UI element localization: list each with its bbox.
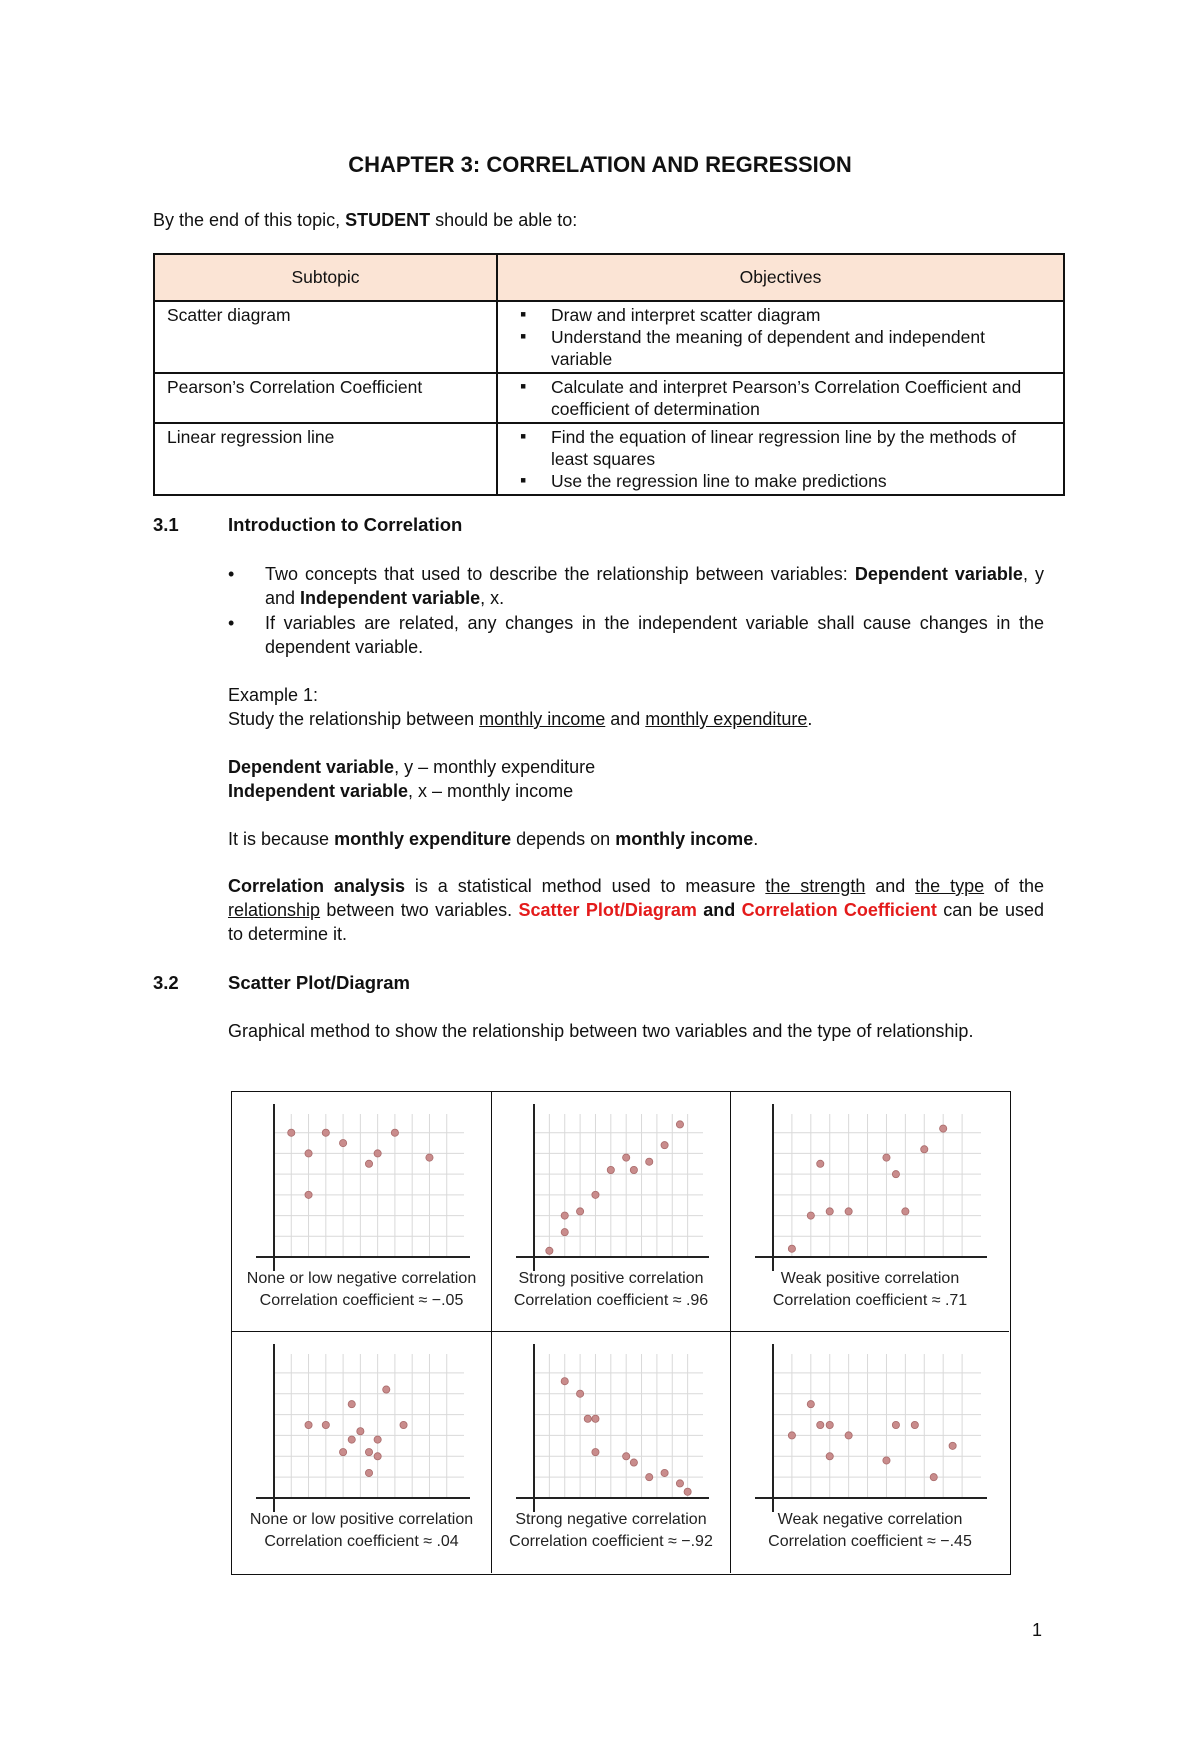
table-header-subtopic: Subtopic [154, 254, 497, 301]
table-cell-subtopic: Linear regression line [154, 423, 497, 495]
scatter-point [676, 1121, 683, 1128]
scatter-point [546, 1247, 553, 1254]
scatter-point [305, 1150, 312, 1157]
scatter-point [949, 1442, 956, 1449]
page-title: CHAPTER 3: CORRELATION AND REGRESSION [348, 152, 852, 177]
bullet-icon: • [228, 613, 235, 633]
scatter-point [646, 1474, 653, 1481]
caption-coefficient: Correlation coefficient ≈ .96 [513, 1292, 709, 1309]
scatter-point [646, 1158, 653, 1165]
dependent-variable-line: Dependent variable, y – monthly expenditure [228, 757, 596, 777]
scatter-point [365, 1160, 372, 1167]
scatter-point [845, 1432, 852, 1439]
scatter-point [845, 1208, 852, 1215]
caption-coefficient: Correlation coefficient ≈ .04 [264, 1533, 459, 1550]
caption-coefficient: Correlation coefficient ≈ −.45 [768, 1533, 972, 1550]
objectives-table [153, 253, 1065, 496]
scatter-point [339, 1449, 346, 1456]
caption-coefficient: Correlation coefficient ≈ .71 [772, 1292, 968, 1309]
scatter-point [348, 1401, 355, 1408]
table-cell-subtopic: Scatter diagram [154, 301, 497, 373]
correlation-analysis-paragraph: Correlation analysis is a statistical method used to measure the strength and the type of the relationship between two variables. Scatter Plot/Diagram and Correlation Coefficient can be used to determine it. [228, 876, 1044, 944]
scatter-point [788, 1432, 795, 1439]
caption-type: Weak negative correlation [777, 1511, 963, 1528]
bullet-related-variables: • If variables are related, any changes in the independent variable shall cause changes in the dependent variable. [228, 613, 1044, 657]
independent-variable-line: Independent variable, x – monthly income [228, 781, 574, 801]
scatter-point [630, 1166, 637, 1173]
scatter-point [607, 1166, 614, 1173]
scatter-point [892, 1421, 899, 1428]
scatter-point [576, 1208, 583, 1215]
table-row [154, 373, 1064, 423]
scatter-point [426, 1154, 433, 1161]
table-cell-subtopic: Pearson’s Correlation Coefficient [154, 373, 497, 423]
scatter-point [391, 1129, 398, 1136]
scatter-panel [731, 1092, 1009, 1332]
scatter-point [817, 1160, 824, 1167]
scatter-point [322, 1421, 329, 1428]
scatter-point [592, 1415, 599, 1422]
table-header-row [154, 254, 1064, 301]
scatter-caption [731, 1268, 1009, 1312]
scatter-point [930, 1474, 937, 1481]
section-title-3-1: Introduction to Correlation [228, 514, 463, 535]
scatter-point [623, 1453, 630, 1460]
scatter-point [826, 1208, 833, 1215]
scatter-point [305, 1421, 312, 1428]
section-title-3-2: Scatter Plot/Diagram [228, 972, 410, 993]
objective-item: ▪ Find the equation of linear regression line by the methods of least squares [510, 426, 1051, 470]
scatter-point [365, 1449, 372, 1456]
scatter-point [374, 1436, 381, 1443]
scatter-panel [492, 1092, 731, 1332]
scatter-point [807, 1212, 814, 1219]
scatter-point [374, 1150, 381, 1157]
caption-type: None or low negative correlation [246, 1270, 477, 1287]
objective-item: ▪ Use the regression line to make predictions [510, 470, 1051, 492]
scatter-point [892, 1171, 899, 1178]
scatter-panel [492, 1332, 731, 1573]
table-row [154, 423, 1064, 495]
scatter-panel [232, 1332, 492, 1573]
scatter-point [561, 1229, 568, 1236]
scatter-point [383, 1386, 390, 1393]
table-cell-objectives [497, 373, 1064, 423]
page-number: 1 [1032, 1620, 1043, 1640]
caption-type: Strong positive correlation [518, 1270, 704, 1287]
scatter-caption [232, 1268, 491, 1312]
scatter-point [348, 1436, 355, 1443]
scatter-point [676, 1480, 683, 1487]
scatter-caption [731, 1509, 1009, 1553]
table-header-objectives: Objectives [497, 254, 1064, 301]
scatter-point [826, 1453, 833, 1460]
scatter-point [623, 1154, 630, 1161]
scatter-point [826, 1421, 833, 1428]
scatter-point [357, 1428, 364, 1435]
scatter-point [584, 1415, 591, 1422]
caption-coefficient: Correlation coefficient ≈ −.92 [509, 1533, 713, 1550]
caption-type: None or low positive correlation [249, 1511, 474, 1528]
scatter-point [807, 1401, 814, 1408]
scatter-point [921, 1146, 928, 1153]
scatter-caption [492, 1509, 730, 1553]
bullet-icon: • [228, 564, 235, 584]
scatter-point [661, 1469, 668, 1476]
scatter-point [374, 1453, 381, 1460]
scatter-point [365, 1469, 372, 1476]
scatter-point [940, 1125, 947, 1132]
scatter-point [561, 1378, 568, 1385]
scatter-panel [731, 1332, 1009, 1573]
section-number-3-2: 3.2 [153, 972, 179, 993]
scatter-point [322, 1129, 329, 1136]
scatter-panel [232, 1092, 492, 1332]
scatter-point [684, 1488, 691, 1495]
scatter-description: Graphical method to show the relationship between two variables and the type of relationship. [228, 1021, 974, 1041]
scatter-caption [232, 1509, 491, 1553]
scatter-point [630, 1459, 637, 1466]
scatter-point [911, 1421, 918, 1428]
bullet-dependent-independent: • Two concepts that used to describe the relationship between variables: Dependent variable, y and Independent variable, x. [228, 564, 1044, 608]
objective-item: ▪ Understand the meaning of dependent and independent variable [510, 326, 1051, 370]
scatter-point [561, 1212, 568, 1219]
scatter-point [400, 1421, 407, 1428]
caption-type: Weak positive correlation [780, 1270, 960, 1287]
example-text: Study the relationship between monthly income and monthly expenditure. [228, 709, 813, 729]
scatter-point [788, 1245, 795, 1252]
scatter-point [576, 1390, 583, 1397]
scatter-point [817, 1421, 824, 1428]
scatter-point [883, 1457, 890, 1464]
table-cell-objectives [497, 301, 1064, 373]
scatter-caption [492, 1268, 730, 1312]
scatter-plot-grid [231, 1091, 1011, 1575]
scatter-point [883, 1154, 890, 1161]
caption-type: Strong negative correlation [515, 1511, 707, 1528]
scatter-point [592, 1449, 599, 1456]
because-line: It is because monthly expenditure depends on monthly income. [228, 829, 759, 849]
objective-item: ▪ Calculate and interpret Pearson’s Correlation Coefficient and coefficient of determination [510, 376, 1051, 420]
scatter-point [339, 1139, 346, 1146]
intro-text: By the end of this topic, STUDENT should be able to: [153, 210, 578, 230]
scatter-point [288, 1129, 295, 1136]
example-label: Example 1: [228, 685, 319, 705]
table-row [154, 301, 1064, 373]
scatter-point [305, 1191, 312, 1198]
section-number-3-1: 3.1 [153, 514, 179, 535]
caption-coefficient: Correlation coefficient ≈ −.05 [259, 1292, 464, 1309]
objective-item: ▪ Draw and interpret scatter diagram [510, 304, 1051, 326]
scatter-point [661, 1142, 668, 1149]
scatter-point [902, 1208, 909, 1215]
table-cell-objectives [497, 423, 1064, 495]
scatter-point [592, 1191, 599, 1198]
